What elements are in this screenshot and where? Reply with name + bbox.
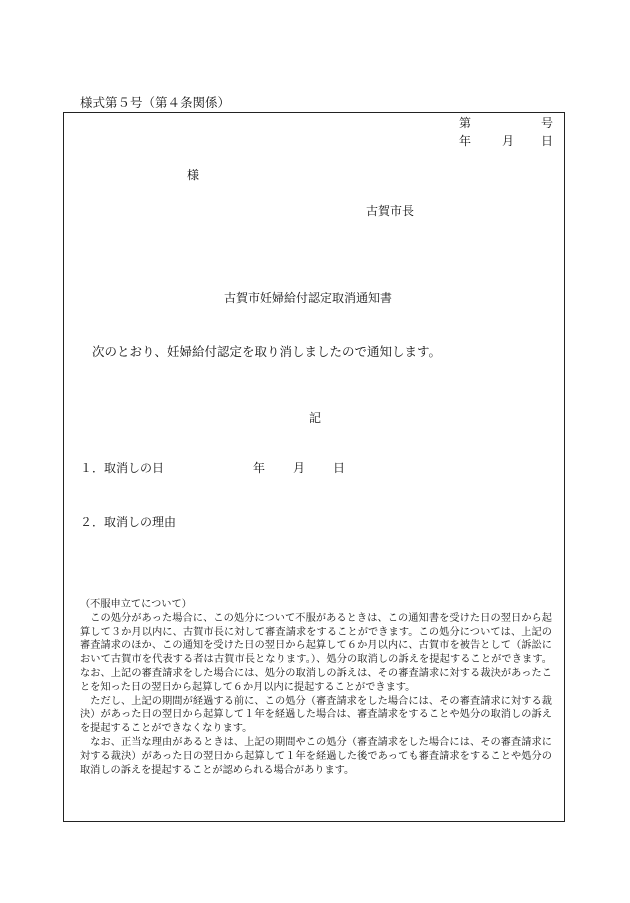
issuer: 古賀市長 — [366, 204, 415, 218]
number-prefix: 第 — [459, 116, 472, 130]
document-title: 古賀市妊婦給付認定取消通知書 — [224, 291, 393, 305]
cancel-date-year: 年 — [253, 461, 266, 475]
intro-text: 次のとおり、妊婦給付認定を取り消しましたので通知します。 — [92, 344, 442, 359]
cancel-date-day: 日 — [333, 461, 346, 475]
appeal-notice-paragraph-1: この処分があった場合に、この処分について不服があるときは、この通知書を受けた日の翌日から起算して３か月以内に、古賀市長に対して審査請求をすることができます。この処分については、上記の審査請求のほか、この通知を受けた日の翌日から起算して６か月以内に、古賀市を被告として（訴訟において古賀市を代表する者は古賀市長となります。）、処分の取消しの訴えを提起することができます。なお、上記の審査請求をした場合には、処分の取消しの訴えは、その審査請求に対する裁決があったことを知った日の翌日から起算して６か月以内に提起することができます。 — [80, 612, 552, 693]
date-year: 年 — [459, 134, 472, 148]
cancel-date-label: １．取消しの日 — [80, 461, 165, 475]
date-month: 月 — [502, 134, 515, 148]
cancel-reason-label: ２．取消しの理由 — [80, 515, 177, 529]
ki-label: 記 — [309, 411, 322, 425]
form-number: 様式第５号（第４条関係） — [80, 95, 231, 110]
number-suffix: 号 — [541, 116, 554, 130]
appeal-notice-paragraph-2: ただし、上記の期間が経過する前に、この処分（審査請求をした場合には、その審査請求に対する裁決）があった日の翌日から起算して１年を経過した場合は、審査請求をすることや処分の取消しの訴えを提起することができなくなります。 — [80, 695, 552, 735]
addressee-suffix: 様 — [187, 168, 200, 182]
appeal-notice-paragraph-3: なお、正当な理由があるときは、上記の期間やこの処分（審査請求をした場合には、その審査請求に対する裁決）があった日の翌日から起算して１年を経過した後であっても審査請求をすることや処分の取消しの訴えを提起することが認められる場合があります。 — [80, 736, 552, 776]
date-day: 日 — [541, 134, 554, 148]
cancel-date-month: 月 — [293, 461, 306, 475]
appeal-notice — [80, 598, 552, 777]
appeal-notice-heading: （不服申立てについて） — [80, 599, 192, 610]
